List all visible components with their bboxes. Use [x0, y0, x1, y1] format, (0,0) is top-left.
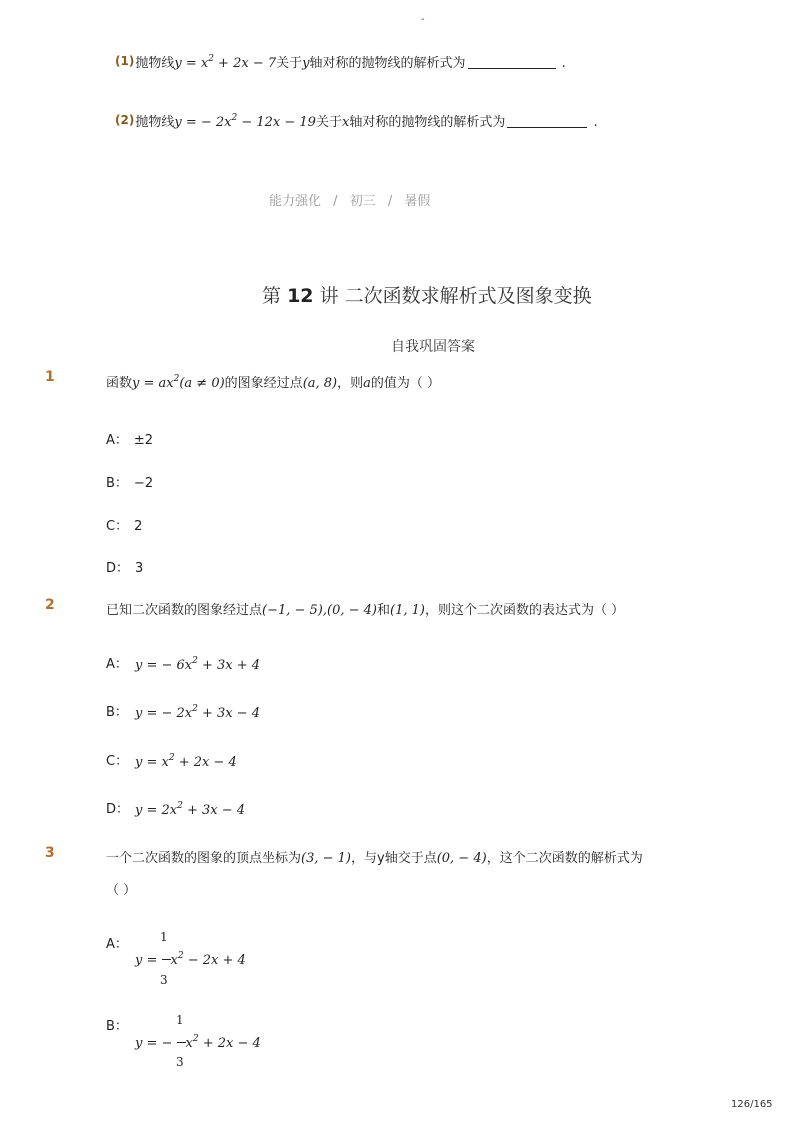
fraction-numerator: 1	[176, 1013, 184, 1027]
option-a[interactable]: A：	[106, 657, 128, 672]
subquestion-1: (1)抛物线$y = x^2 + 2x - 7$关于y轴对称的抛物线的解析式为 .	[115, 54, 566, 71]
question-stem-continued: （ ）	[106, 883, 137, 898]
breadcrumb-item: 初三	[349, 194, 376, 209]
option-a-formula: $y = x^2 - 2x + 4$	[135, 951, 246, 968]
option-c[interactable]: C： 2	[106, 519, 143, 534]
equation: y = − $2x^2 - 12x - 19$	[174, 113, 316, 130]
option-d-formula: $y = 2x^2 + 3x - 4$	[135, 801, 246, 818]
option-b[interactable]: B： −2	[106, 476, 154, 491]
option-b[interactable]: B：	[106, 705, 128, 720]
section-title: 自我巩固答案	[391, 339, 475, 355]
subquestion-number: (1)	[115, 54, 135, 68]
subquestion-number: (2)	[115, 113, 135, 127]
option-a[interactable]: A：	[106, 937, 128, 952]
fraction-denominator: 3	[176, 1055, 184, 1069]
answer-blank[interactable]	[468, 56, 556, 69]
question-stem: 已知二次函数的图象经过点(−1, − 5),(0, − 4)和(1, 1)，则这个二次函数的表达式为（ ）	[106, 603, 625, 618]
option-b-formula: y = − $2x^2 + 3x - 4$	[135, 704, 261, 721]
breadcrumb-separator: /	[387, 194, 393, 209]
question-number: 2	[45, 597, 55, 613]
fraction-numerator: 1	[160, 930, 168, 944]
question-number: 1	[45, 369, 55, 385]
option-c-formula: $y = x^2 + 2x - 4$	[135, 753, 237, 770]
question-stem: 一个二次函数的图象的顶点坐标为(3, − 1)，与y轴交于点(0, − 4)，这个二次函数的解析式为	[106, 851, 643, 866]
option-a-formula: y = − $6x^2 + 3x + 4$	[135, 656, 261, 673]
answer-blank[interactable]	[507, 115, 587, 128]
equation: $y = x^2 + 2x - 7$	[174, 54, 277, 71]
option-b[interactable]: B：	[106, 1019, 128, 1034]
page-number: 126/165	[731, 1099, 773, 1110]
subquestion-2: (2)抛物线y = − $2x^2 - 12x - 19$关于x轴对称的抛物线的解析式为 .	[115, 113, 598, 130]
page-title: 第 12 讲 二次函数求解析式及图象变换	[262, 285, 592, 307]
option-b-formula: y = − $x^2 + 2x - 4$	[135, 1034, 261, 1051]
breadcrumb-separator: /	[333, 194, 338, 209]
option-d[interactable]: D： 3	[106, 561, 144, 576]
breadcrumb	[269, 190, 430, 209]
option-d[interactable]: D：	[106, 802, 130, 817]
option-a[interactable]: A： ±2	[106, 433, 154, 448]
option-c[interactable]: C：	[106, 754, 129, 769]
question-stem: 函数$y = ax^2(a \ne 0)$的图象经过点(a, 8)，则a的值为（ ）	[106, 374, 441, 391]
header-mark: -	[421, 14, 425, 25]
breadcrumb-item: 能力强化	[269, 194, 322, 209]
fraction-denominator: 3	[160, 973, 168, 987]
breadcrumb-item: 暑假	[404, 194, 431, 209]
question-number: 3	[45, 845, 55, 861]
